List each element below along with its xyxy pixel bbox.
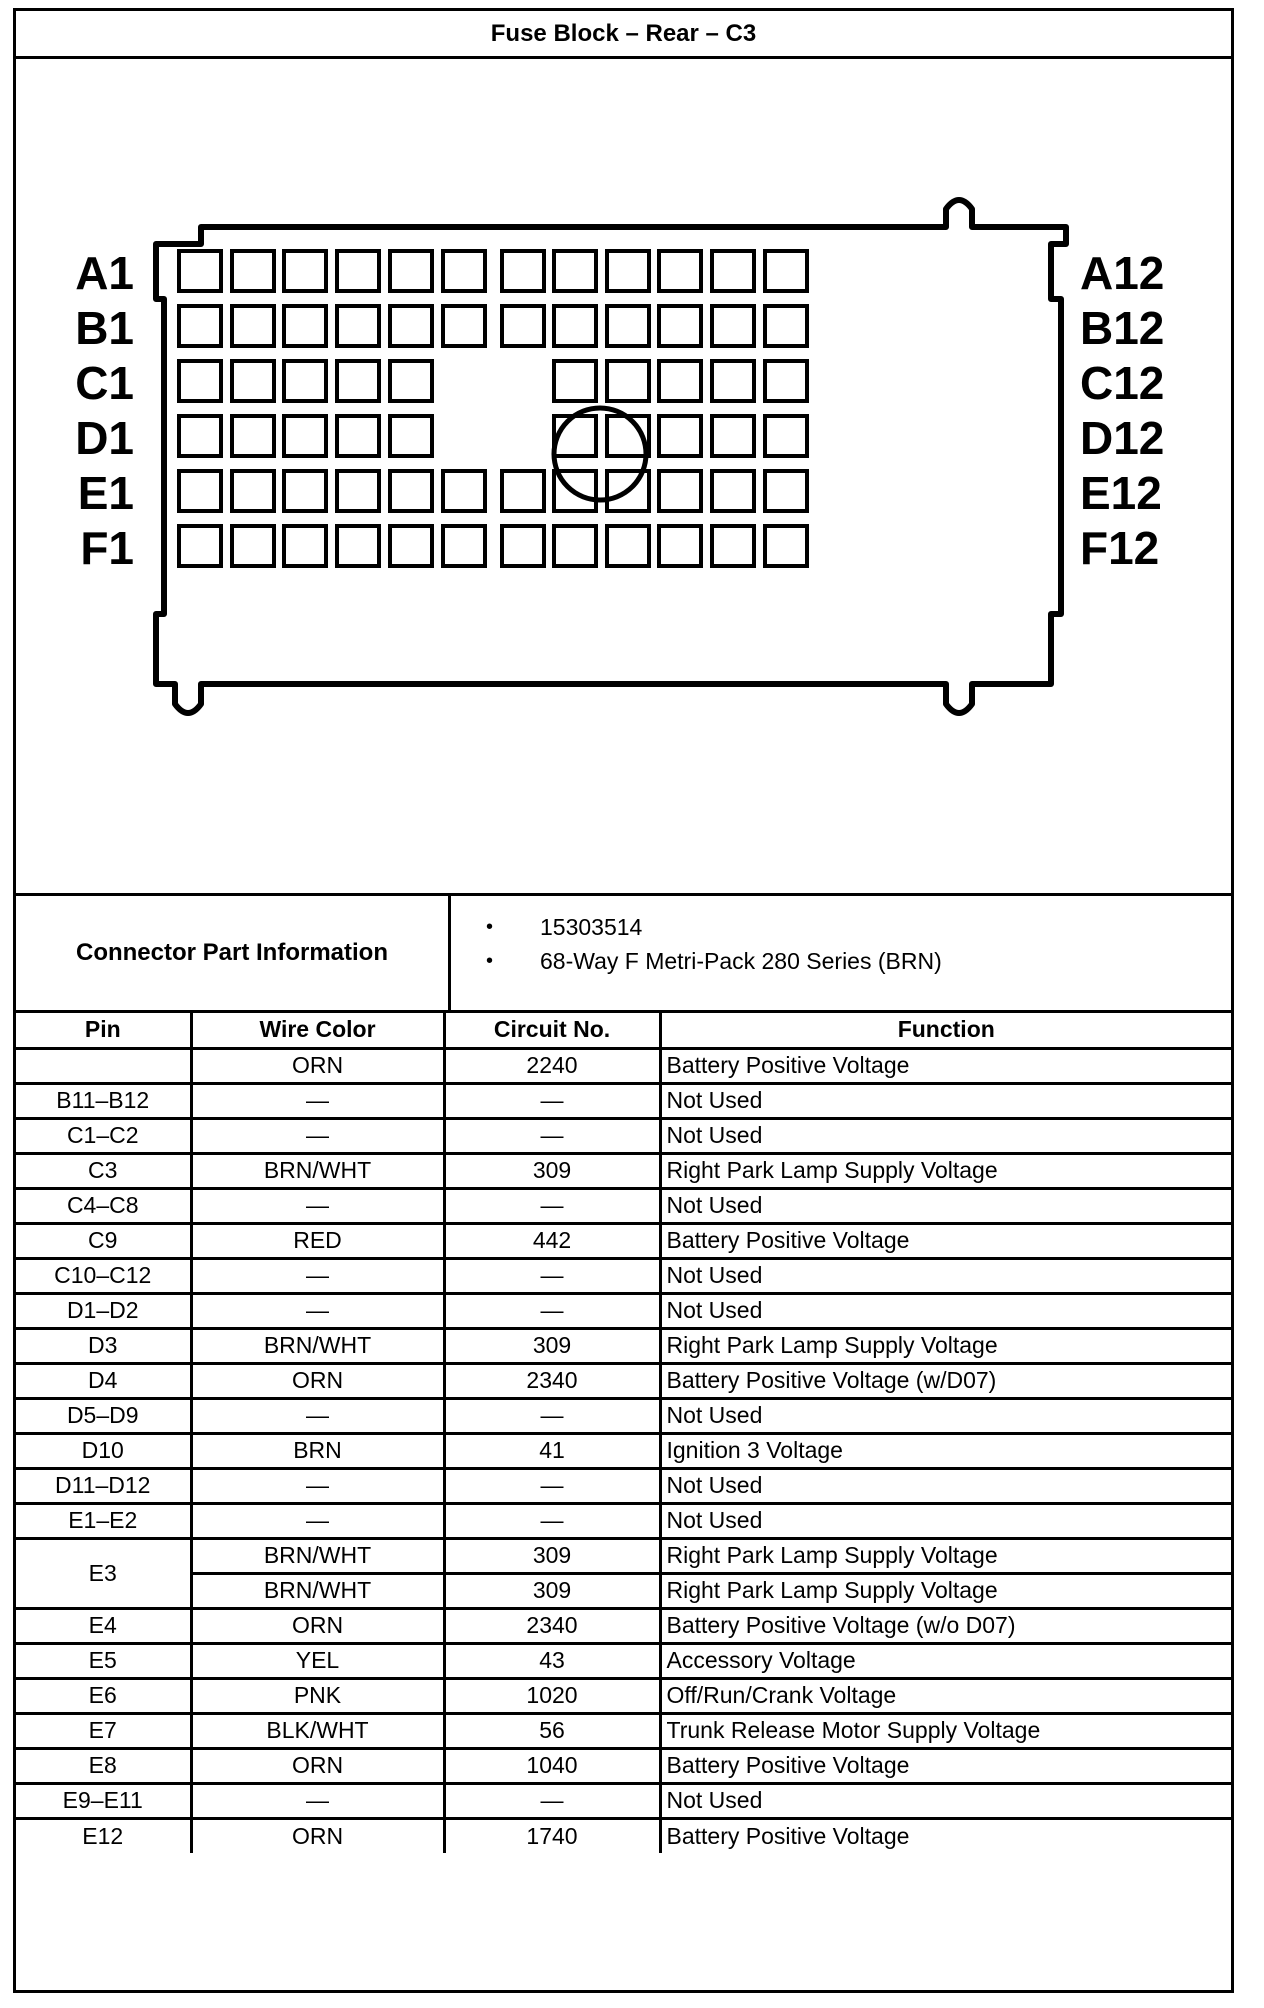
wire-color-cell: —	[191, 1258, 444, 1293]
terminal-cavity	[232, 526, 274, 566]
circuit-no-cell: —	[444, 1118, 660, 1153]
wire-color-cell: BRN/WHT	[191, 1573, 444, 1608]
table-row	[16, 1328, 1231, 1363]
terminal-cavity	[443, 306, 485, 346]
terminal-cavity	[337, 526, 379, 566]
wire-color-cell: —	[191, 1783, 444, 1818]
table-row	[16, 1153, 1231, 1188]
table-row	[16, 1048, 1231, 1083]
terminal-cavity	[712, 306, 754, 346]
function-cell: Not Used	[660, 1083, 1231, 1118]
terminal-cavity	[607, 526, 649, 566]
pin-cell: D4	[16, 1363, 191, 1398]
terminal-cavity	[284, 471, 326, 511]
terminal-cavity	[284, 526, 326, 566]
terminal-cavity	[337, 306, 379, 346]
circuit-no-cell: 2340	[444, 1363, 660, 1398]
table-row	[16, 1643, 1231, 1678]
function-cell: Battery Positive Voltage (w/o D07)	[660, 1608, 1231, 1643]
terminal-cavity	[659, 251, 701, 291]
terminal-cavity	[502, 251, 544, 291]
column-header-circuit-no: Circuit No.	[444, 1013, 660, 1048]
terminal-cavity	[765, 471, 807, 511]
table-row	[16, 1433, 1231, 1468]
wire-color-cell: BRN/WHT	[191, 1538, 444, 1573]
terminal-cavity	[337, 251, 379, 291]
document-frame	[13, 8, 1234, 1993]
pin-cell: E6	[16, 1678, 191, 1713]
circuit-no-cell: 442	[444, 1223, 660, 1258]
terminal-cavity	[232, 471, 274, 511]
table-row	[16, 1223, 1231, 1258]
pin-cell: C3	[16, 1153, 191, 1188]
terminal-cavity	[390, 526, 432, 566]
circuit-no-cell: 309	[444, 1573, 660, 1608]
table-row	[16, 1503, 1231, 1538]
function-cell: Right Park Lamp Supply Voltage	[660, 1328, 1231, 1363]
part-info-list	[486, 910, 942, 978]
table-row	[16, 1608, 1231, 1643]
pinout-table	[16, 1013, 1231, 1853]
circuit-no-cell: —	[444, 1783, 660, 1818]
terminal-cavity	[443, 251, 485, 291]
terminal-cavity	[712, 526, 754, 566]
row-label-right: C12	[1080, 357, 1165, 409]
terminal-cavity	[659, 471, 701, 511]
wire-color-cell: ORN	[191, 1608, 444, 1643]
connector-part-information	[16, 893, 1231, 1013]
part-number: 15303514	[540, 913, 643, 940]
function-cell: Trunk Release Motor Supply Voltage	[660, 1713, 1231, 1748]
pin-cell: E8	[16, 1748, 191, 1783]
bullet-icon: •	[486, 949, 494, 972]
table-row	[16, 1363, 1231, 1398]
pin-cell: E12	[16, 1818, 191, 1853]
circuit-no-cell: 2240	[444, 1048, 660, 1083]
terminal-cavity	[232, 361, 274, 401]
pin-cell: E9–E11	[16, 1783, 191, 1818]
terminal-cavity	[179, 471, 221, 511]
row-label-left: D1	[75, 412, 134, 464]
connector-description: 68-Way F Metri-Pack 280 Series (BRN)	[540, 947, 942, 974]
terminal-cavity	[284, 361, 326, 401]
terminal-cavity	[179, 306, 221, 346]
terminal-cavity	[284, 306, 326, 346]
terminal-cavity	[765, 526, 807, 566]
terminal-cavity	[765, 251, 807, 291]
pin-cell: E3	[16, 1538, 191, 1608]
pin-cell: C4–C8	[16, 1188, 191, 1223]
function-cell: Not Used	[660, 1398, 1231, 1433]
column-header-wire-color: Wire Color	[191, 1013, 444, 1048]
circuit-no-cell: —	[444, 1188, 660, 1223]
terminal-cavity	[337, 471, 379, 511]
table-row	[16, 1293, 1231, 1328]
pin-cell: E4	[16, 1608, 191, 1643]
connector-diagram	[16, 59, 1231, 893]
function-cell: Ignition 3 Voltage	[660, 1433, 1231, 1468]
row-label-left: F1	[80, 522, 134, 574]
wire-color-cell: —	[191, 1118, 444, 1153]
pin-cell: C1–C2	[16, 1118, 191, 1153]
terminal-cavity	[712, 416, 754, 456]
function-cell: Accessory Voltage	[660, 1643, 1231, 1678]
function-cell: Battery Positive Voltage	[660, 1223, 1231, 1258]
circuit-no-cell: —	[444, 1293, 660, 1328]
table-row	[16, 1538, 1231, 1573]
terminal-cavity	[607, 306, 649, 346]
wire-color-cell: BLK/WHT	[191, 1713, 444, 1748]
function-cell: Not Used	[660, 1118, 1231, 1153]
terminal-cavity	[554, 361, 596, 401]
table-row	[16, 1398, 1231, 1433]
terminal-cavity	[502, 526, 544, 566]
function-cell: Not Used	[660, 1468, 1231, 1503]
wire-color-cell: —	[191, 1468, 444, 1503]
wire-color-cell: BRN/WHT	[191, 1153, 444, 1188]
circuit-no-cell: —	[444, 1083, 660, 1118]
terminal-cavity	[284, 251, 326, 291]
table-row	[16, 1118, 1231, 1153]
part-info-label: Connector Part Information	[16, 896, 451, 1010]
circuit-no-cell: 1040	[444, 1748, 660, 1783]
wire-color-cell: ORN	[191, 1818, 444, 1853]
terminal-cavity	[659, 526, 701, 566]
table-row	[16, 1258, 1231, 1293]
table-row	[16, 1083, 1231, 1118]
pin-cell: D3	[16, 1328, 191, 1363]
table-row	[16, 1713, 1231, 1748]
table-row	[16, 1188, 1231, 1223]
pin-cell: D1–D2	[16, 1293, 191, 1328]
function-cell: Off/Run/Crank Voltage	[660, 1678, 1231, 1713]
row-label-left: A1	[75, 247, 134, 299]
bullet-icon: •	[486, 915, 494, 938]
terminal-cavity	[232, 251, 274, 291]
circuit-no-cell: —	[444, 1258, 660, 1293]
circuit-no-cell: 1740	[444, 1818, 660, 1853]
terminal-cavity	[390, 251, 432, 291]
terminal-cavity	[179, 416, 221, 456]
wire-color-cell: ORN	[191, 1748, 444, 1783]
function-cell: Battery Positive Voltage	[660, 1818, 1231, 1853]
wire-color-cell: —	[191, 1398, 444, 1433]
function-cell: Not Used	[660, 1293, 1231, 1328]
terminal-cavity	[390, 361, 432, 401]
pin-cell: C10–C12	[16, 1258, 191, 1293]
wire-color-cell: RED	[191, 1223, 444, 1258]
wire-color-cell: ORN	[191, 1048, 444, 1083]
function-cell: Right Park Lamp Supply Voltage	[660, 1538, 1231, 1573]
pin-cell: B11–B12	[16, 1083, 191, 1118]
pin-cell	[16, 1048, 191, 1083]
terminal-cavity	[607, 361, 649, 401]
table-row	[16, 1748, 1231, 1783]
circuit-no-cell: 1020	[444, 1678, 660, 1713]
circuit-no-cell: 309	[444, 1328, 660, 1363]
terminal-cavity	[712, 361, 754, 401]
table-row	[16, 1573, 1231, 1608]
row-label-right: B12	[1080, 302, 1165, 354]
wire-color-cell: BRN/WHT	[191, 1328, 444, 1363]
circuit-no-cell: —	[444, 1398, 660, 1433]
function-cell: Battery Positive Voltage (w/D07)	[660, 1363, 1231, 1398]
terminal-cavity	[502, 471, 544, 511]
wire-color-cell: —	[191, 1188, 444, 1223]
pin-cell: E1–E2	[16, 1503, 191, 1538]
terminal-cavity	[659, 306, 701, 346]
row-label-right: F12	[1080, 522, 1160, 574]
wire-color-cell: PNK	[191, 1678, 444, 1713]
table-row	[16, 1678, 1231, 1713]
terminal-cavity	[443, 526, 485, 566]
terminal-cavity	[179, 361, 221, 401]
page-title: Fuse Block – Rear – C3	[16, 11, 1231, 59]
terminal-cavity	[659, 361, 701, 401]
function-cell: Not Used	[660, 1783, 1231, 1818]
circuit-no-cell: —	[444, 1468, 660, 1503]
function-cell: Not Used	[660, 1503, 1231, 1538]
terminal-cavity	[712, 251, 754, 291]
circuit-no-cell: 43	[444, 1643, 660, 1678]
circuit-no-cell: 56	[444, 1713, 660, 1748]
function-cell: Right Park Lamp Supply Voltage	[660, 1153, 1231, 1188]
wire-color-cell: BRN	[191, 1433, 444, 1468]
wire-color-cell: —	[191, 1083, 444, 1118]
function-cell: Battery Positive Voltage	[660, 1748, 1231, 1783]
wire-color-cell: —	[191, 1503, 444, 1538]
table-row	[16, 1468, 1231, 1503]
wire-color-cell: ORN	[191, 1363, 444, 1398]
table-row	[16, 1818, 1231, 1853]
function-cell: Not Used	[660, 1188, 1231, 1223]
terminal-cavity	[502, 306, 544, 346]
row-label-right: E12	[1080, 467, 1162, 519]
column-header-function: Function	[660, 1013, 1231, 1048]
terminal-cavity	[443, 471, 485, 511]
terminal-cavity	[554, 251, 596, 291]
pin-cell: E5	[16, 1643, 191, 1678]
terminal-cavity	[337, 416, 379, 456]
function-cell: Not Used	[660, 1258, 1231, 1293]
connector-face-drawing	[16, 59, 1231, 893]
row-label-left: B1	[75, 302, 134, 354]
pin-cell: E7	[16, 1713, 191, 1748]
circuit-no-cell: 41	[444, 1433, 660, 1468]
terminal-cavity	[232, 416, 274, 456]
function-cell: Battery Positive Voltage	[660, 1048, 1231, 1083]
circuit-no-cell: 309	[444, 1153, 660, 1188]
row-label-right: D12	[1080, 412, 1165, 464]
terminal-cavity	[390, 416, 432, 456]
wire-color-cell: YEL	[191, 1643, 444, 1678]
part-info-item	[486, 944, 942, 978]
row-label-right: A12	[1080, 247, 1165, 299]
pin-cell: C9	[16, 1223, 191, 1258]
pin-cell: D10	[16, 1433, 191, 1468]
terminal-cavity	[607, 251, 649, 291]
row-label-left: E1	[77, 467, 134, 519]
pin-cell: D11–D12	[16, 1468, 191, 1503]
circuit-no-cell: 2340	[444, 1608, 660, 1643]
terminal-cavity	[554, 526, 596, 566]
terminal-cavity	[390, 306, 432, 346]
terminal-cavity	[179, 251, 221, 291]
terminal-cavity	[712, 471, 754, 511]
terminal-cavity	[765, 306, 807, 346]
terminal-cavity	[284, 416, 326, 456]
terminal-cavity	[390, 471, 432, 511]
terminal-cavity	[765, 416, 807, 456]
terminal-cavity	[554, 306, 596, 346]
circuit-no-cell: 309	[444, 1538, 660, 1573]
terminal-cavity	[765, 361, 807, 401]
table-header-row	[16, 1013, 1231, 1048]
function-cell: Right Park Lamp Supply Voltage	[660, 1573, 1231, 1608]
terminal-cavity	[659, 416, 701, 456]
terminal-cavity	[337, 361, 379, 401]
row-label-left: C1	[75, 357, 134, 409]
pin-cell: D5–D9	[16, 1398, 191, 1433]
column-header-pin: Pin	[16, 1013, 191, 1048]
circuit-no-cell: —	[444, 1503, 660, 1538]
terminal-cavity	[179, 526, 221, 566]
table-row	[16, 1783, 1231, 1818]
part-info-item	[486, 910, 942, 944]
wire-color-cell: —	[191, 1293, 444, 1328]
terminal-cavity	[232, 306, 274, 346]
